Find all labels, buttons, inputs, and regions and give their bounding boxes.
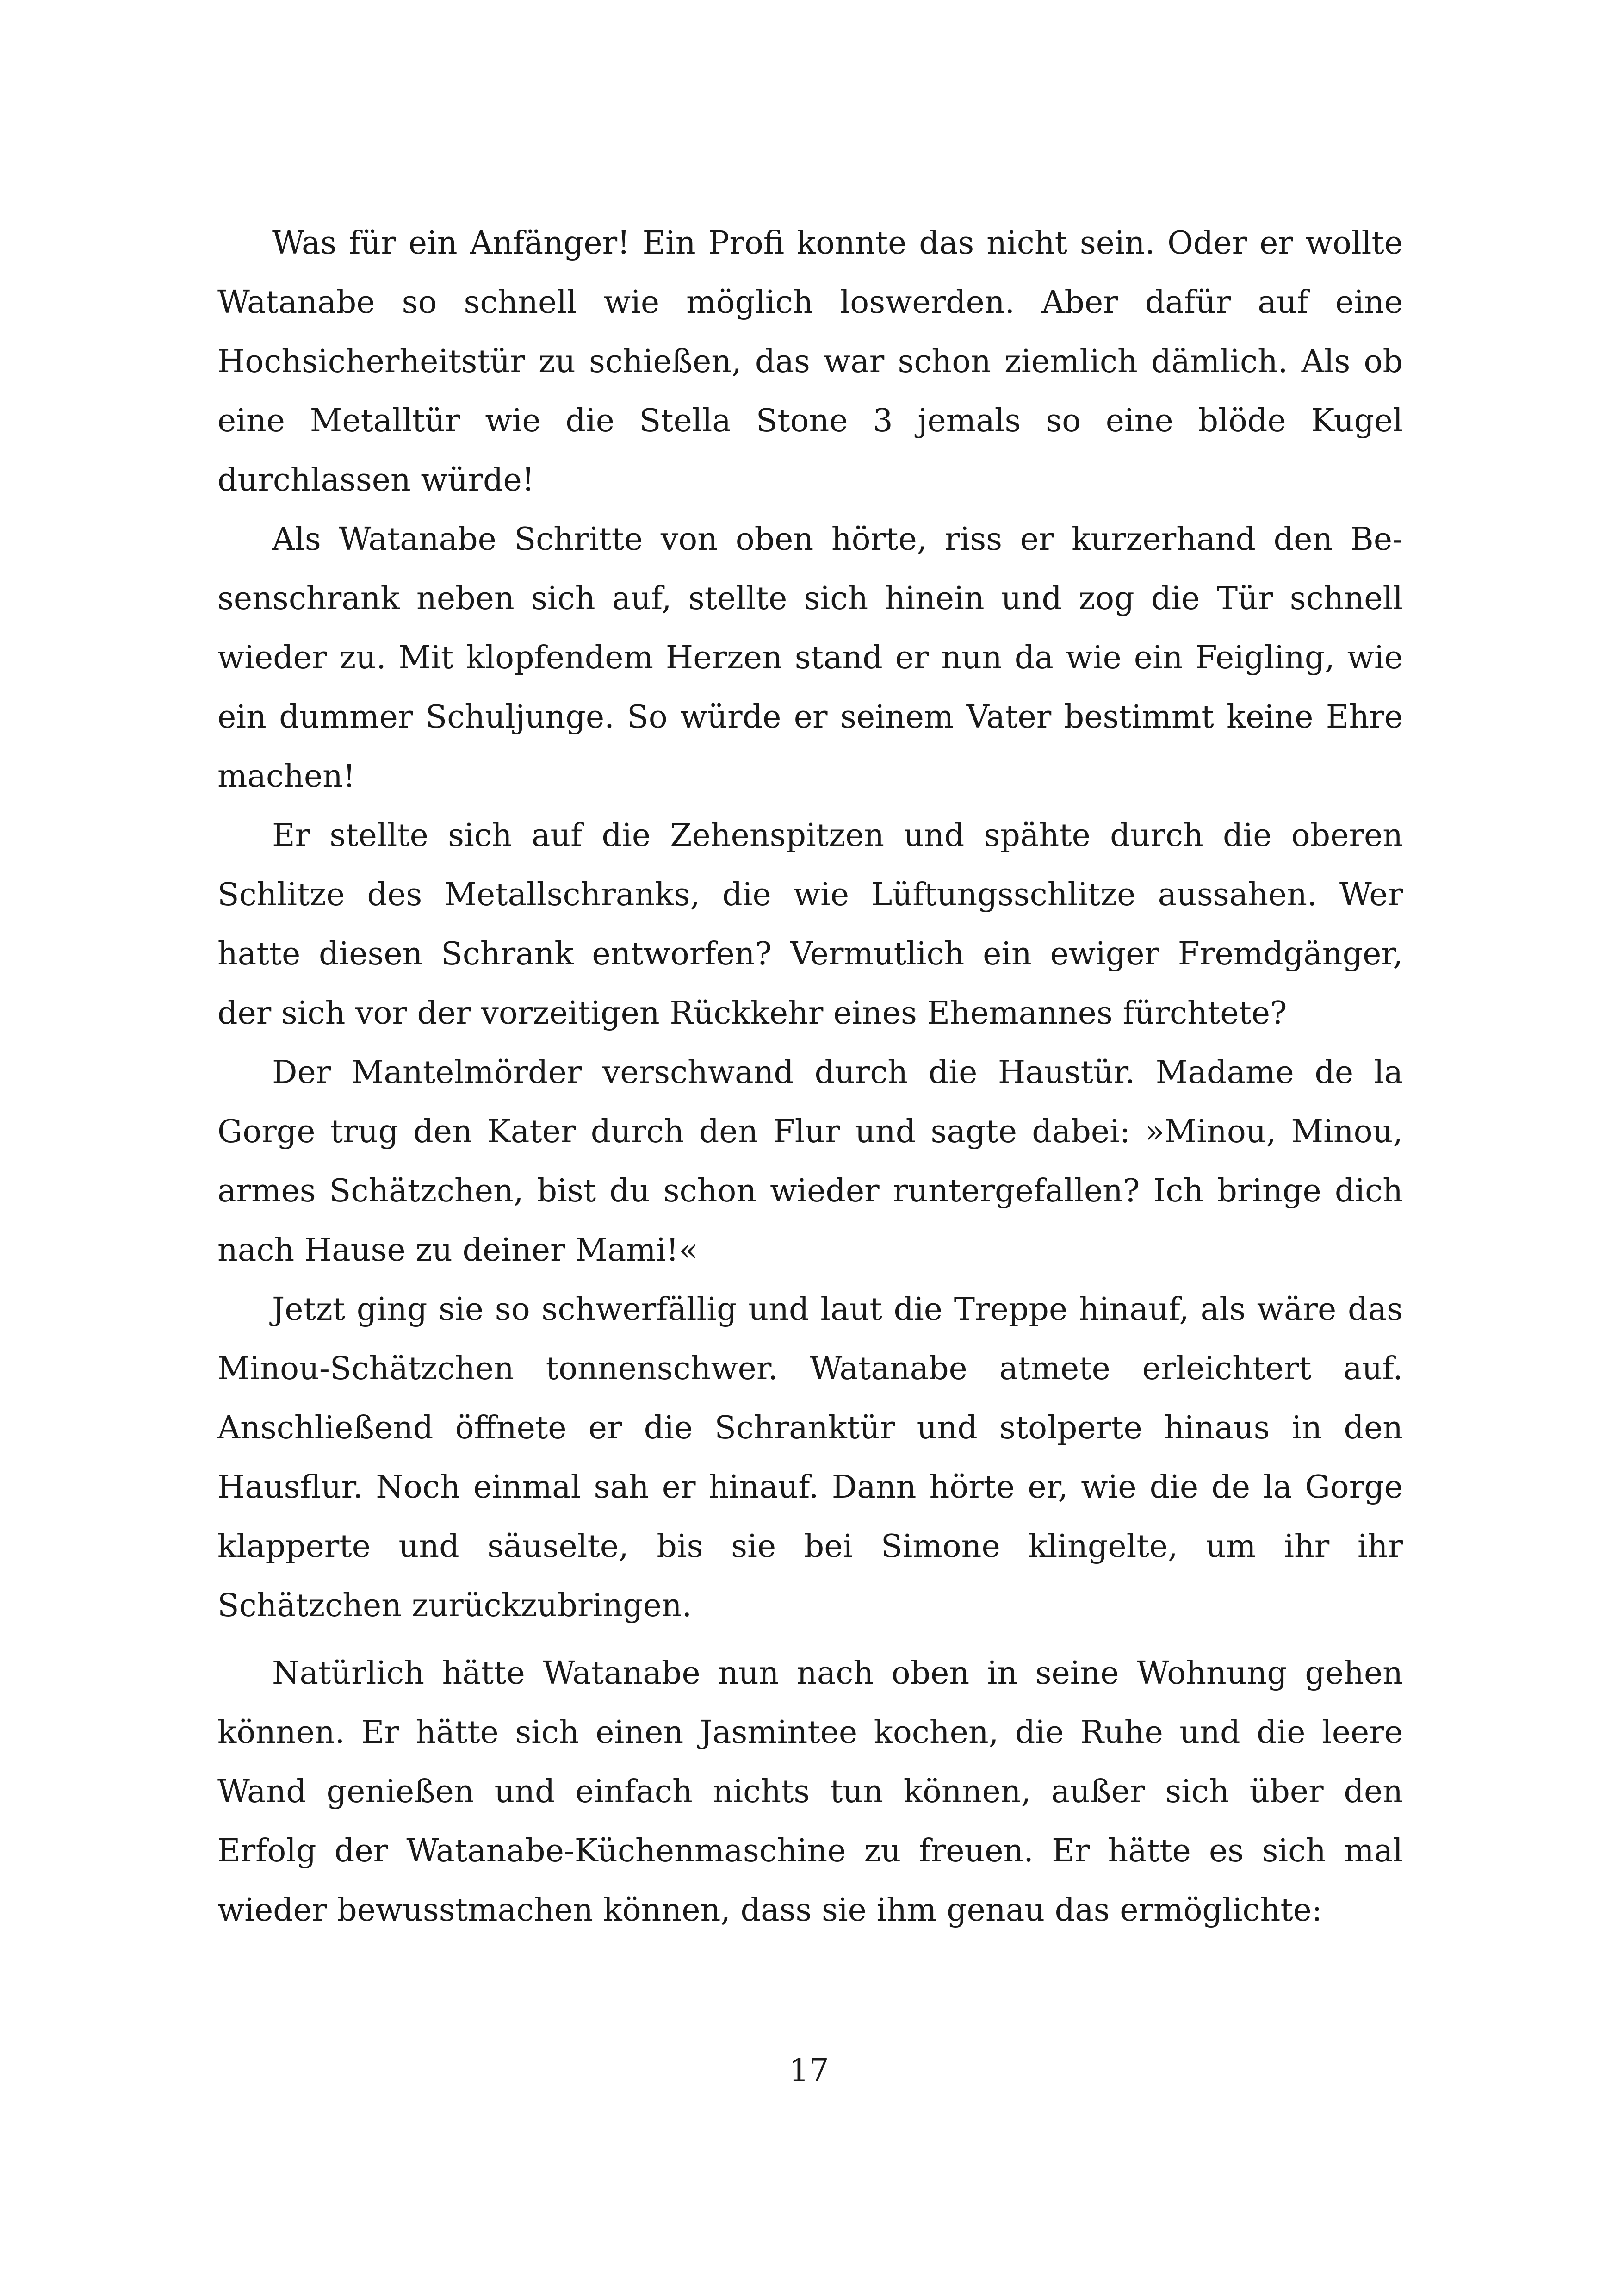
page-number: 17: [789, 2053, 829, 2089]
paragraph-6: Natürlich hätte Watanabe nun nach oben in seine Wohnung gehen können. Er hätte sich einen Jasmintee kochen, die Ruhe und die leere Wand genießen und einfach nichts tun können, außer sich über den Erfolg der Watanabe-Küchenmaschine zu freuen. Er hätte es sich mal wieder bewusstmachen können, dass sie ihm genau das ermöglichte:: [217, 1655, 1403, 1929]
paragraph-1: Was für ein Anfänger! Ein Profi konnte das nicht sein. Oder er wollte Watanabe so schnell wie möglich loswerden. Aber dafür auf eine Hochsicherheitstür zu schießen, das war schon ziemlich dämlich. Als ob eine Metalltür wie die Stella Stone 3 jemals so eine blöde Kugel durchlassen würde!: [217, 225, 1403, 498]
paragraph-2: Als Watanabe Schritte von oben hörte, riss er kurzerhand den Besenschrank neben sich auf, stellte sich hinein und zog die Tür schnell wieder zu. Mit klopfendem Herzen stand er nun da wie ein Feigling, wie ein dummer Schuljunge. So würde er seinem Vater bestimmt keine Ehre machen!: [217, 521, 1403, 795]
paragraph-5: Jetzt ging sie so schwerfällig und laut die Treppe hinauf, als wäre das Minou-Schätzchen tonnenschwer. Watanabe atmete erleichtert auf. Anschließend öffnete er die Schranktür und stolperte hinaus in den Hausflur. Noch einmal sah er hinauf. Dann hörte er, wie die de la Gorge klapperte und säuselte, bis sie bei Simone klingelte, um ihr ihr Schätzchen zurückzubringen.: [217, 1291, 1403, 1624]
body-text: [217, 214, 1403, 1940]
paragraph-3: Er stellte sich auf die Zehenspitzen und spähte durch die oberen Schlitze des Metallschranks, die wie Lüftungsschlitze aussahen. Wer hatte diesen Schrank entworfen? Vermutlich ein ewiger Fremdgänger, der sich vor der vorzeitigen Rückkehr eines Ehemannes fürchtete?: [217, 817, 1403, 1032]
paragraph-4: Der Mantelmörder verschwand durch die Haustür. Madame de la Gorge trug den Kater durch den Flur und sagte dabei: »Minou, Minou, armes Schätzchen, bist du schon wieder runtergefallen? Ich bringe dich nach Hause zu deiner Mami!«: [217, 1054, 1403, 1269]
